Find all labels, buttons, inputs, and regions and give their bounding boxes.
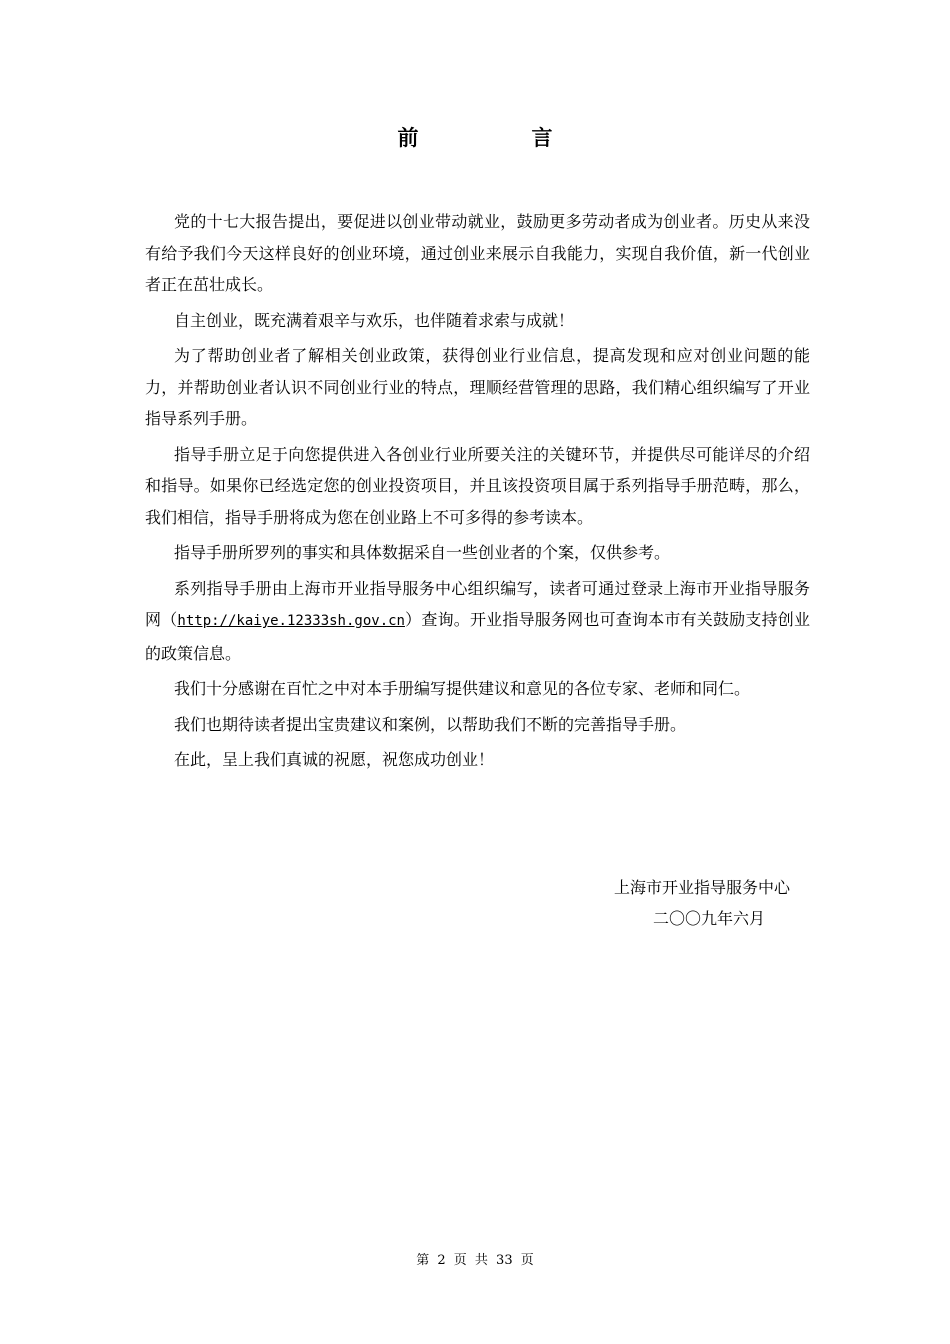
paragraph-9: 在此，呈上我们真诚的祝愿，祝您成功创业！	[174, 750, 495, 769]
page-number-footer: 第 2 页 共 33 页	[416, 1253, 534, 1268]
signature-organization: 上海市开业指导服务中心	[613, 878, 790, 897]
page-title: 前 言	[397, 125, 599, 150]
paragraph-7: 我们十分感谢在百忙之中对本手册编写提供建议和意见的各位专家、老师和同仁。	[174, 679, 751, 698]
preface-body	[145, 206, 810, 780]
paragraph-3: 为了帮助创业者了解相关创业政策，获得创业行业信息，提高发现和应对创业问题的能力，并帮助创业者认识不同创业行业的特点，理顺经营管理的思路，我们精心组织编写了开业指导系列手册。	[145, 346, 810, 428]
paragraph-6	[145, 573, 810, 670]
paragraph-8: 我们也期待读者提出宝贵建议和案例，以帮助我们不断的完善指导手册。	[174, 714, 687, 734]
service-website-link[interactable]: http://kaiye.12333sh.gov.cn	[177, 613, 405, 629]
paragraph-2: 自主创业，既充满着艰辛与欢乐，也伴随着求索与成就！	[174, 310, 575, 330]
paragraph-6-after: ）查询。开业指导服务网也可查询本市有关鼓励支持创业的政策信息。	[145, 610, 810, 663]
paragraph-4: 指导手册立足于向您提供进入各创业行业所要关注的关键环节，并提供尽可能详尽的介绍和指导。如果你已经选定您的创业投资项目，并且该投资项目属于系列指导手册范畴，那么，我们相信，指导手册将成为您在创业路上不可多得的参考读本。	[145, 444, 810, 527]
paragraph-6-before: 系列指导手册由上海市开业指导服务中心组织编写，读者可通过登录上海市开业指导服务网（	[145, 578, 810, 629]
signature-date: 二〇〇九年六月	[652, 909, 765, 928]
paragraph-5: 指导手册所罗列的事实和具体数据采自一些创业者的个案，仅供参考。	[174, 543, 671, 562]
paragraph-1: 党的十七大报告提出，要促进以创业带动就业，鼓励更多劳动者成为创业者。历史从来没有给予我们今天这样良好的创业环境，通过创业来展示自我能力，实现自我价值，新一代创业者正在茁壮成长。	[145, 212, 810, 294]
